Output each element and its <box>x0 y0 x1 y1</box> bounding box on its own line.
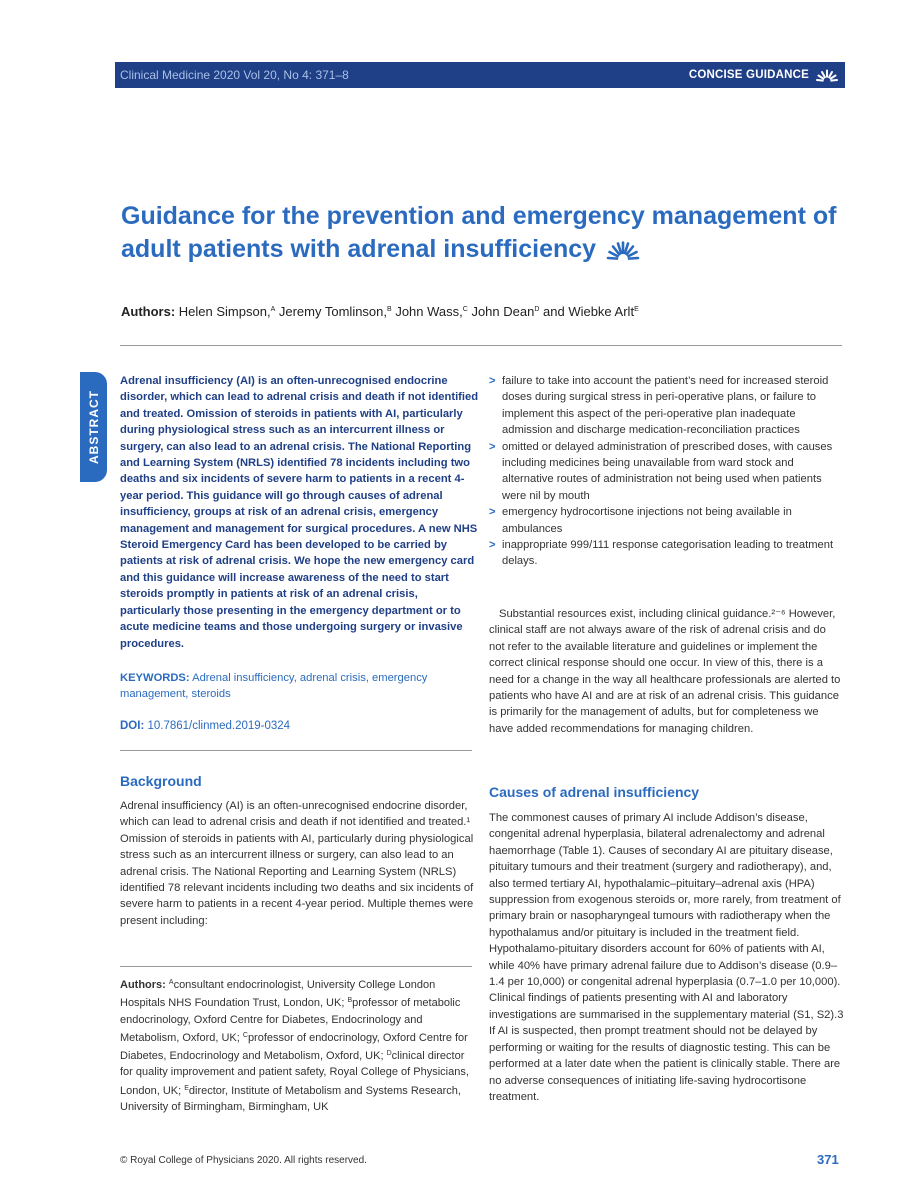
copyright-notice: © Royal College of Physicians 2020. All rights reserved. <box>120 1155 367 1166</box>
author-affil-marker: D <box>534 306 540 313</box>
doi <box>120 720 480 732</box>
background-text: Adrenal insufficiency (AI) is an often-unrecognised endocrine disorder, which can lead to adrenal crisis and death if not identified and treated.¹ Omission of steroids in patients with AI, particularly during physiological stress such as an intercurrent illness or surgery, can also lead to an adrenal crisis. The National Reporting and Learning System (NRLS) identified 78 relevant incidents including two deaths and six incidents of severe harm to patients in a recent 4-year period. Multiple themes were present including: <box>120 800 474 927</box>
author-affil-marker: C <box>462 306 468 313</box>
divider <box>120 750 472 751</box>
author-name: John Dean <box>471 304 535 319</box>
causes-text: The commonest causes of primary AI include Addison’s disease, congenital adrenal hyperplasia, bilateral adrenalectomy and adrenal haemorrhage (Table 1). Causes of secondary AI are pituitary disease, pituitary tumours and their treatment (surgery and radiotherapy), and, also termed tertiary AI, hypothalamic–pituitary–adrenal axis (HPA) suppression from exogenous steroids or, more rarely, from treatment of primary brain or nasopharyngeal tumours with radiotherapy when the hypothalamus and/or pituitary is included in the treatment field. Hypothalamo-pituitary disorders account for 60% of patients with AI, while 40% have primary adrenal failure due to Addison’s disease (0.9–1.4 per 10,000) or congenital adrenal hyperplasia (0.7–1.0 per 10,000). Clinical findings of patients presenting with AI and laboratory investigations are summarised in the supplementary material (S1, S2).3 If AI is suspected, then prompt treatment should not be delayed by performing or waiting for the results of diagnostic testing. This can be performed at a later date when the patient is clinically stable. There are no adverse consequences of initiating life-saving hydrocortisone treatment. <box>489 812 844 1103</box>
affil-marker: D <box>386 1050 392 1058</box>
keywords-text: Adrenal insufficiency, adrenal crisis, emergency management, steroids <box>120 672 428 701</box>
list-item: > omitted or delayed administration of prescribed doses, with causes including medicines being unavailable from ward stock and alternative routes of administration not being used when patients were nil by mouth <box>489 439 844 505</box>
divider <box>120 966 472 967</box>
doi-link[interactable]: 10.7861/clinmed.2019-0324 <box>147 720 291 732</box>
author-list <box>121 304 851 319</box>
resources-paragraph: Substantial resources exist, including clinical guidance.²⁻⁶ However, clinical staff are not always aware of the risk of adrenal crisis and do not refer to the available literature and guidelines or implement the correct clinical response should one occur. In view of this, there is a need for a change in the way all healthcare professionals are alerted to patients who have AI and are at risk of an adrenal crisis. This guidance is primarily for the management of adults, but for completeness we have added recommendations for managing children. <box>489 608 841 735</box>
journal-reference: Clinical Medicine 2020 Vol 20, No 4: 371–8 <box>120 68 349 82</box>
affil-text: professor of endocrinology, Oxford Centre for Diabetes, Endocrinology and Metabolism, Oxford, UK; <box>120 1031 468 1063</box>
keywords <box>120 670 480 703</box>
author-affiliations <box>120 975 480 1115</box>
keywords-label: KEYWORDS: <box>120 672 190 684</box>
affil-marker: C <box>242 1031 248 1039</box>
affil-text: director, Institute of Metabolism and Systems Research, University of Birmingham, Birmingham, UK <box>120 1084 461 1114</box>
sunburst-logo-icon <box>815 69 839 82</box>
affil-text: consultant endocrinologist, University College London Hospitals NHS Foundation Trust, London, UK; <box>120 979 436 1010</box>
author-name: Helen Simpson, <box>178 304 271 319</box>
list-item: > failure to take into account the patient’s need for increased steroid doses during surgical stress in peri-operative plans, or failure to implement this aspect of the peri-operative plan inadequate admission and discharge medication-reconciliation practices <box>489 373 844 439</box>
sunburst-logo-icon <box>606 241 640 261</box>
section-label <box>689 69 839 82</box>
page-number: 371 <box>817 1152 839 1167</box>
authors-label: Authors: <box>121 304 176 319</box>
affil-text: clinical director for quality improvement and patient safety, Royal College of Physicians, London, UK; <box>120 1050 469 1097</box>
author-name: and Wiebke Arlt <box>543 304 635 319</box>
background-heading: Background <box>120 773 202 789</box>
journal-header-bar <box>115 62 845 88</box>
affil-marker: B <box>347 997 353 1005</box>
article-title-text: Guidance for the prevention and emergency management of adult patients with adrenal insufficiency <box>121 202 837 263</box>
causes-heading: Causes of adrenal insufficiency <box>489 784 700 800</box>
abstract-tab <box>80 372 107 482</box>
abstract-text: Adrenal insufficiency (AI) is an often-unrecognised endocrine disorder, which can lead to adrenal crisis and death if not identified and treated. Omission of steroids in patients with AI, particularly during physiological stress such as an intercurrent illness or surgery, can also lead to an adrenal crisis. The National Reporting and Learning System (NRLS) identified 78 incidents including two deaths and six incidents of severe harm to patients in a recent 4-year period. This guidance will go through causes of adrenal insufficiency, groups at risk of an adrenal crisis, emergency management and management for surgical procedures. A new NHS Steroid Emergency Card has been developed to be carried by patients at risk of adrenal crisis. We hope the new emergency card and this guidance will increase awareness of the need to start steroids promptly in patients at risk of an adrenal crisis, particularly those presenting in the emergency department or to acute medicine teams and those undergoing surgery or invasive procedures. <box>120 375 479 650</box>
author-affil-marker: E <box>634 306 639 313</box>
abstract-tab-label: ABSTRACT <box>86 390 101 464</box>
article-title <box>121 200 851 266</box>
author-affil-marker: B <box>387 306 392 313</box>
list-item: > emergency hydrocortisone injections not being available in ambulances <box>489 504 844 537</box>
list-item: > inappropriate 999/111 response categorisation leading to treatment delays. <box>489 537 844 570</box>
doi-label: DOI: <box>120 720 145 732</box>
section-label-text: CONCISE GUIDANCE <box>688 69 809 81</box>
themes-list <box>489 373 844 570</box>
affil-marker: A <box>168 979 174 986</box>
affil-marker: E <box>184 1084 189 1092</box>
affil-text: professor of metabolic endocrinology, Oxford Centre for Diabetes, Endocrinology and Metabolism, Oxford, UK; <box>120 997 461 1044</box>
author-affil-marker: A <box>270 306 276 313</box>
author-name: Jeremy Tomlinson, <box>278 304 388 319</box>
divider <box>120 345 842 346</box>
author-name: John Wass, <box>395 304 463 319</box>
affiliations-label: Authors: <box>120 979 166 991</box>
